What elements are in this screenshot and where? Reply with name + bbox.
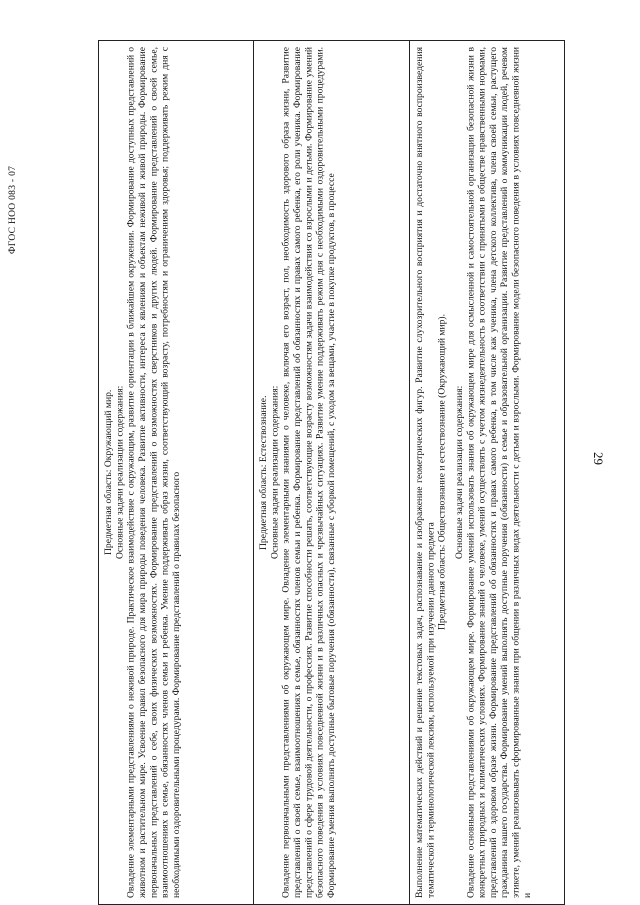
column-1-subheading: Основные задачи реализации содержания:	[453, 385, 465, 560]
column-2-body: Овладение первоначальными представлениями об окружающем мире. Овладение элементарными знаниями о человеке, включая его возраст, пол, необходимость здорового образа жизни, Развитие представлений о своей семье, взаимоотношениях в семье, обязанностях членов семьи и ребенка. Формирование представлений об обязанностях и правах самого ребенка, его роли ученика. Формирование представлений о сфере трудовой деятельности, о профессиях. Развитие способности решать, соответствующие возрасту возможностям задачи взаимодействия со взрослыми и детьми. Формирование умений безопасного поведения в условиях повседневной жизни и в различных опасных и чрезвычайных ситуациях. Развитие умение поддерживать режим дня с необходимыми оздоровительными процедурами. Формирование умения выполнять доступные бытовые поручения (обязанности), связанные с уборкой помещений, с уходом за вещами, участие в покупке продуктов, в процессе	[280, 47, 338, 898]
column-2-subheading: Основные задачи реализации содержания:	[269, 385, 281, 560]
document-code: ФГОС НОО 083 - 07	[8, 165, 18, 255]
column-1-intro: Выполнение математических действий и решение текстовых задач, распознавание и изображение геометрических фигур. Развитие слухозрительного восприятия и достаточно внятного воспроизведения тематической и терминологической лексики, используемой при изучении данного предмета	[413, 47, 436, 898]
column-3-body: Овладение элементарными представлениями о неживой природе. Практическое взаимодействие с окружающим, развитие ориентации в ближайшем окружении. Формирование доступных представлений о животном и растительном мире. Усвоение правил безопасного для мира природы поведения человека. Развитие активности, интереса к явлениям и объектам неживой и живой природы. Формирование первоначальных представлений о себе, своих физических возможностях. Формирование представлений о возможностях сверстников и других людей. Формирование представлений о своей семье, взаимоотношениях в семье, обязанностях членов семьи и ребенка. Умение поддерживать образ жизни, соответствующий возрасту, потребностям и ограничениям здоровья; поддерживать режим дня с необходимыми оздоровительными процедурами. Формирование представлений о правилах безопасного	[125, 47, 182, 898]
column-3-subheading: Основные задачи реализации содержания:	[114, 385, 126, 560]
column-2-heading: Предметная область: Естествознание.	[258, 395, 270, 550]
column-2-cell	[254, 41, 408, 904]
column-3-cell	[99, 41, 253, 904]
content-table	[98, 40, 565, 905]
page-number: 29	[591, 451, 606, 465]
column-1-cell	[410, 41, 564, 904]
table-column-1	[409, 41, 564, 904]
column-1-body: Овладение основными представлениями об окружающем мире. Формирование умений использовать знания об окружающем мире для осмысленной и самостоятельной организации безопасной жизни в конкретных природных и климатических условиях. Формирование знаний о человеке, умений осуществлять с учетом жизнедеятельность в соответствии с принятыми в обществе нравственными нормами, представлений о здоровом образе жизни. Формирование представлений об обязанностях и правах самого ребенка, в том числе как ученика, члена детского коллектива, члена своей семьи, растущего гражданина нашего государства. Формирование умений выполнять доступные поручения (обязанности) в семье и образовательной организации. Развитие представлений о коммуникации людей, речевом этикете, умений реализовывать сформированные знания при общении в различных видах деятельности с детьми и взрослыми. Формирование модели безопасного поведения в условиях повседневной жизни и	[464, 47, 533, 898]
column-1-heading: Предметная область: Обществознание и естествознание (Окружающий мир).	[436, 314, 448, 631]
column-3-heading: Предметная область: Окружающий мир.	[103, 389, 115, 556]
table-column-2	[253, 41, 408, 904]
table-column-3	[99, 41, 253, 904]
